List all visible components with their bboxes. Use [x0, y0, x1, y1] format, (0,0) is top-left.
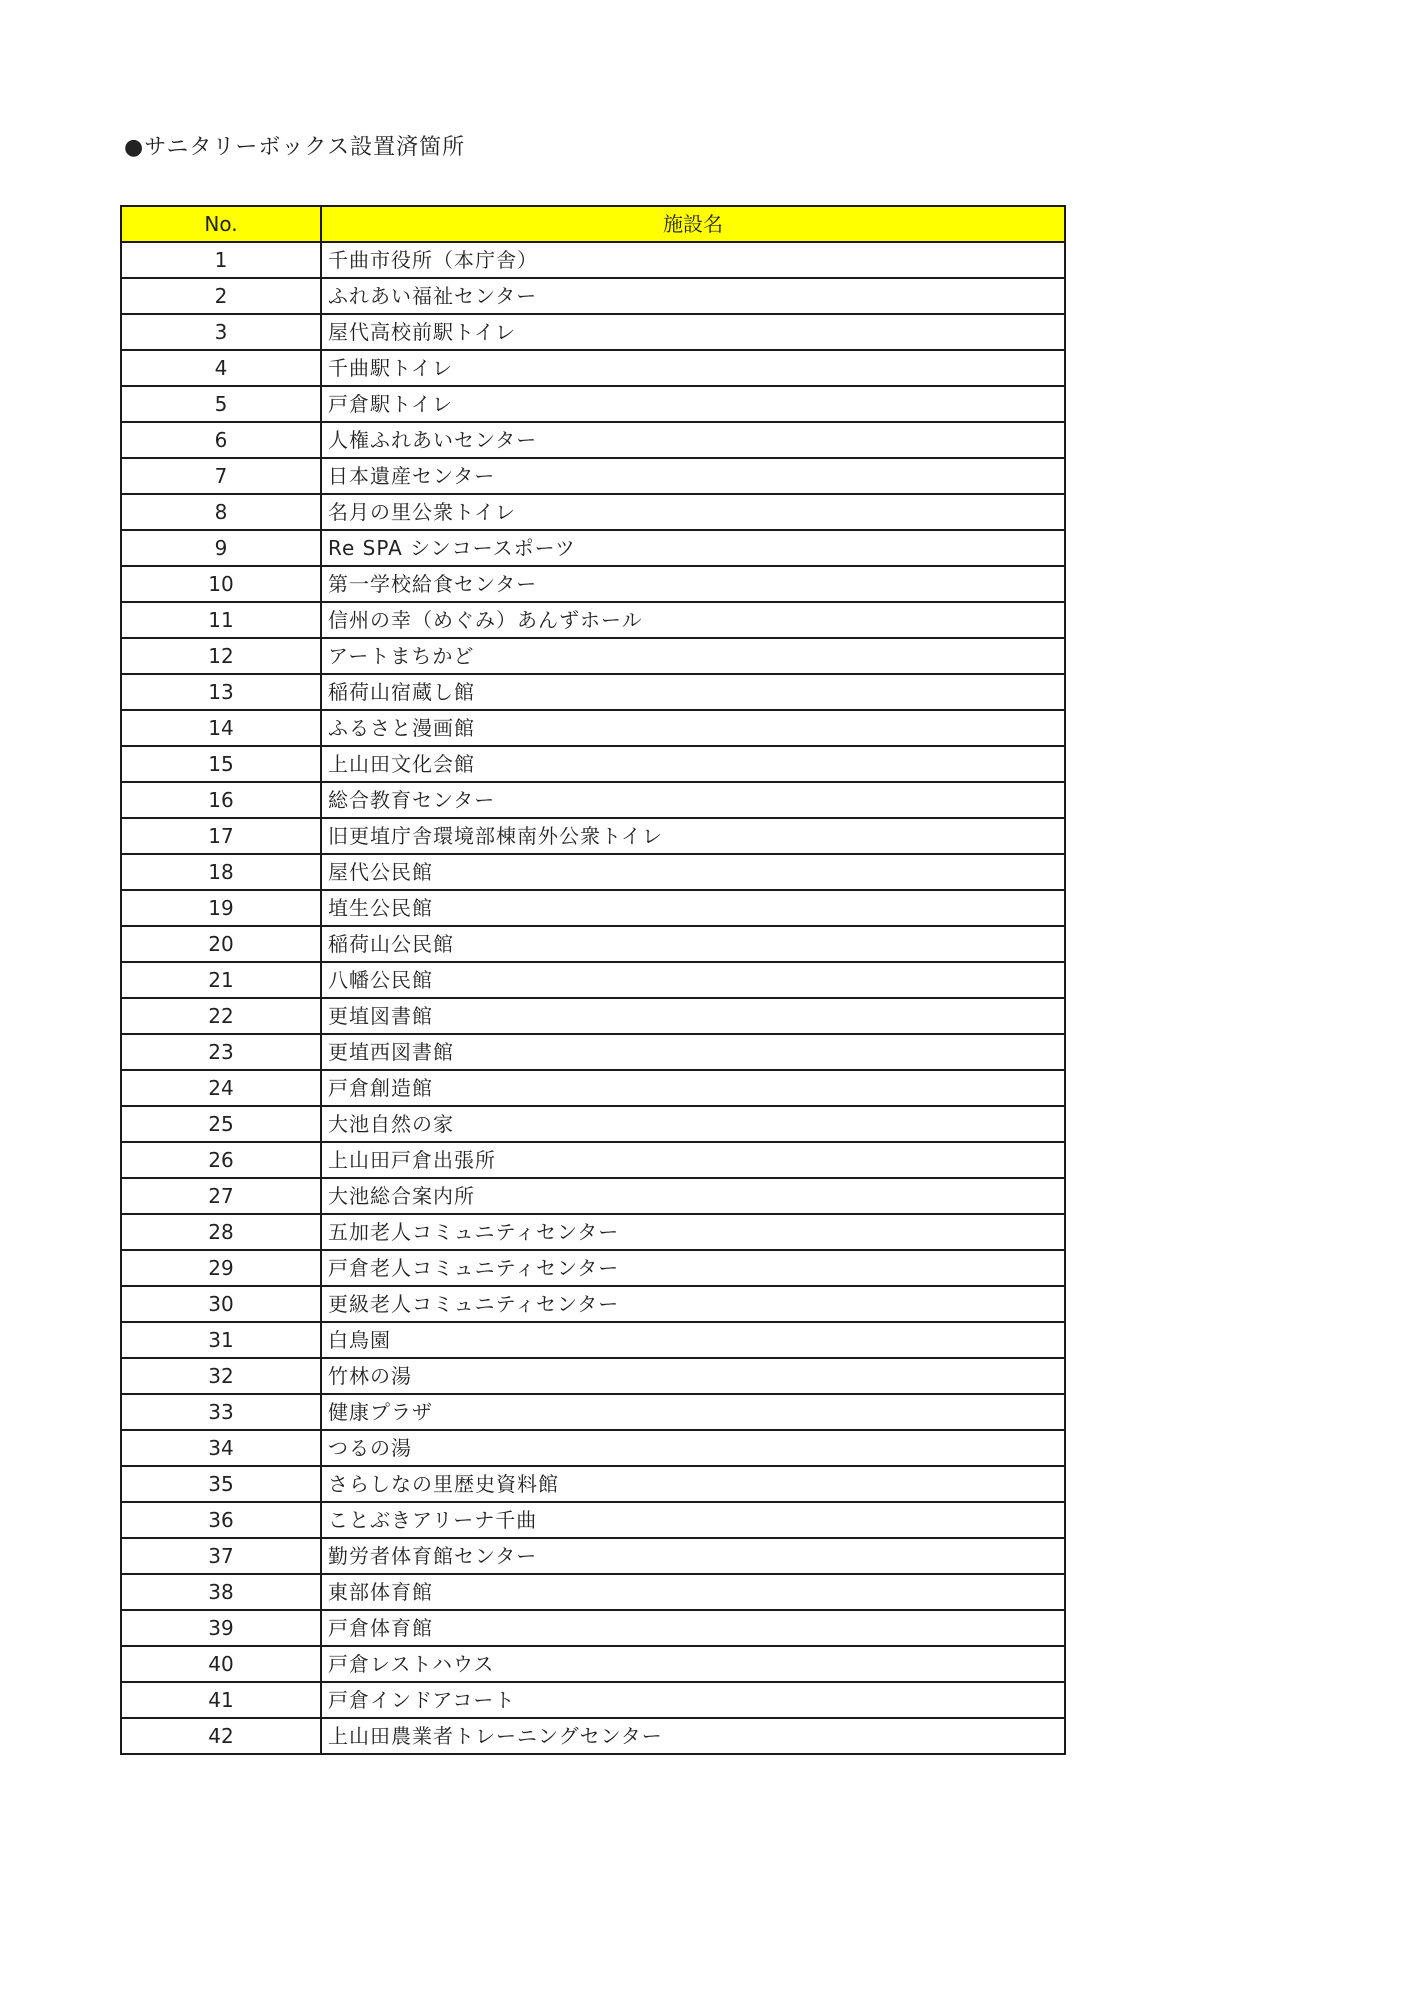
row-number: 6: [121, 422, 321, 458]
facility-name: 人権ふれあいセンター: [321, 422, 1065, 458]
table-row: [121, 566, 1065, 602]
facility-name: アートまちかど: [321, 638, 1065, 674]
row-number: 17: [121, 818, 321, 854]
row-number: 1: [121, 242, 321, 278]
row-number: 19: [121, 890, 321, 926]
facility-table: [120, 205, 1066, 1755]
table-row: [121, 494, 1065, 530]
table-row: [121, 746, 1065, 782]
row-number: 4: [121, 350, 321, 386]
table-row: [121, 1034, 1065, 1070]
row-number: 9: [121, 530, 321, 566]
table-row: [121, 854, 1065, 890]
row-number: 36: [121, 1502, 321, 1538]
table-row: [121, 1430, 1065, 1466]
row-number: 35: [121, 1466, 321, 1502]
table-row: [121, 530, 1065, 566]
facility-name: 健康プラザ: [321, 1394, 1065, 1430]
facility-name: 戸倉インドアコート: [321, 1682, 1065, 1718]
table-row: [121, 1178, 1065, 1214]
row-number: 30: [121, 1286, 321, 1322]
table-row: [121, 1718, 1065, 1754]
table-row: [121, 782, 1065, 818]
table-header-row: [121, 206, 1065, 242]
facility-name: 上山田農業者トレーニングセンター: [321, 1718, 1065, 1754]
facility-name: 戸倉老人コミュニティセンター: [321, 1250, 1065, 1286]
table-row: [121, 278, 1065, 314]
table-header: [121, 206, 1065, 242]
row-number: 40: [121, 1646, 321, 1682]
facility-name: 勤労者体育館センター: [321, 1538, 1065, 1574]
facility-name: 屋代高校前駅トイレ: [321, 314, 1065, 350]
row-number: 23: [121, 1034, 321, 1070]
table-row: [121, 710, 1065, 746]
facility-name: 戸倉体育館: [321, 1610, 1065, 1646]
table-row: [121, 1142, 1065, 1178]
row-number: 37: [121, 1538, 321, 1574]
table-row: [121, 962, 1065, 998]
facility-name: 竹林の湯: [321, 1358, 1065, 1394]
facility-name: 更埴西図書館: [321, 1034, 1065, 1070]
row-number: 20: [121, 926, 321, 962]
facility-name: 八幡公民館: [321, 962, 1065, 998]
row-number: 39: [121, 1610, 321, 1646]
row-number: 42: [121, 1718, 321, 1754]
row-number: 14: [121, 710, 321, 746]
facility-name: 更級老人コミュニティセンター: [321, 1286, 1065, 1322]
facility-name: 更埴図書館: [321, 998, 1065, 1034]
row-number: 29: [121, 1250, 321, 1286]
row-number: 38: [121, 1574, 321, 1610]
facility-name: 稲荷山公民館: [321, 926, 1065, 962]
facility-name: 千曲市役所（本庁舎）: [321, 242, 1065, 278]
row-number: 41: [121, 1682, 321, 1718]
table-row: [121, 1538, 1065, 1574]
table-row: [121, 1286, 1065, 1322]
facility-name: ふるさと漫画館: [321, 710, 1065, 746]
table-row: [121, 1214, 1065, 1250]
facility-name: 戸倉駅トイレ: [321, 386, 1065, 422]
facility-name: ふれあい福祉センター: [321, 278, 1065, 314]
facility-name: 信州の幸（めぐみ）あんずホール: [321, 602, 1065, 638]
table-row: [121, 674, 1065, 710]
table-row: [121, 242, 1065, 278]
table-row: [121, 1322, 1065, 1358]
table-row: [121, 1466, 1065, 1502]
table-row: [121, 890, 1065, 926]
facility-name: 総合教育センター: [321, 782, 1065, 818]
page-title: ●サニタリーボックス設置済箇所: [124, 135, 466, 160]
table-row: [121, 998, 1065, 1034]
table-row: [121, 458, 1065, 494]
facility-name: 屋代公民館: [321, 854, 1065, 890]
table-row: [121, 1358, 1065, 1394]
column-header-no: No.: [121, 206, 321, 242]
row-number: 24: [121, 1070, 321, 1106]
row-number: 22: [121, 998, 321, 1034]
table-row: [121, 1250, 1065, 1286]
row-number: 18: [121, 854, 321, 890]
facility-name: 戸倉創造館: [321, 1070, 1065, 1106]
table-row: [121, 1574, 1065, 1610]
table-row: [121, 1394, 1065, 1430]
row-number: 26: [121, 1142, 321, 1178]
facility-name: 旧更埴庁舎環境部棟南外公衆トイレ: [321, 818, 1065, 854]
facility-name: 白鳥園: [321, 1322, 1065, 1358]
facility-name: つるの湯: [321, 1430, 1065, 1466]
table-row: [121, 422, 1065, 458]
table-row: [121, 386, 1065, 422]
table-row: [121, 1106, 1065, 1142]
row-number: 21: [121, 962, 321, 998]
row-number: 28: [121, 1214, 321, 1250]
facility-name: 第一学校給食センター: [321, 566, 1065, 602]
table-row: [121, 926, 1065, 962]
facility-name: さらしなの里歴史資料館: [321, 1466, 1065, 1502]
column-header-name: 施設名: [321, 206, 1065, 242]
facility-name: 戸倉レストハウス: [321, 1646, 1065, 1682]
row-number: 13: [121, 674, 321, 710]
row-number: 31: [121, 1322, 321, 1358]
table-row: [121, 1646, 1065, 1682]
facility-name: 東部体育館: [321, 1574, 1065, 1610]
row-number: 34: [121, 1430, 321, 1466]
table-row: [121, 1502, 1065, 1538]
table-row: [121, 1070, 1065, 1106]
facility-name: 稲荷山宿蔵し館: [321, 674, 1065, 710]
row-number: 27: [121, 1178, 321, 1214]
row-number: 7: [121, 458, 321, 494]
table-row: [121, 638, 1065, 674]
facility-name: 上山田文化会館: [321, 746, 1065, 782]
facility-name: 上山田戸倉出張所: [321, 1142, 1065, 1178]
table-row: [121, 1682, 1065, 1718]
row-number: 15: [121, 746, 321, 782]
row-number: 12: [121, 638, 321, 674]
facility-name: 千曲駅トイレ: [321, 350, 1065, 386]
facility-name: 大池自然の家: [321, 1106, 1065, 1142]
facility-name: 埴生公民館: [321, 890, 1065, 926]
table-body: [121, 242, 1065, 1754]
row-number: 8: [121, 494, 321, 530]
facility-name: 名月の里公衆トイレ: [321, 494, 1065, 530]
row-number: 33: [121, 1394, 321, 1430]
table-row: [121, 818, 1065, 854]
facility-name: 五加老人コミュニティセンター: [321, 1214, 1065, 1250]
row-number: 10: [121, 566, 321, 602]
row-number: 16: [121, 782, 321, 818]
facility-name: Re SPA シンコースポーツ: [321, 530, 1065, 566]
row-number: 3: [121, 314, 321, 350]
facility-name: 大池総合案内所: [321, 1178, 1065, 1214]
table-row: [121, 314, 1065, 350]
table-row: [121, 1610, 1065, 1646]
row-number: 32: [121, 1358, 321, 1394]
table-row: [121, 602, 1065, 638]
row-number: 25: [121, 1106, 321, 1142]
facility-name: ことぶきアリーナ千曲: [321, 1502, 1065, 1538]
table-row: [121, 350, 1065, 386]
row-number: 11: [121, 602, 321, 638]
row-number: 2: [121, 278, 321, 314]
facility-name: 日本遺産センター: [321, 458, 1065, 494]
row-number: 5: [121, 386, 321, 422]
